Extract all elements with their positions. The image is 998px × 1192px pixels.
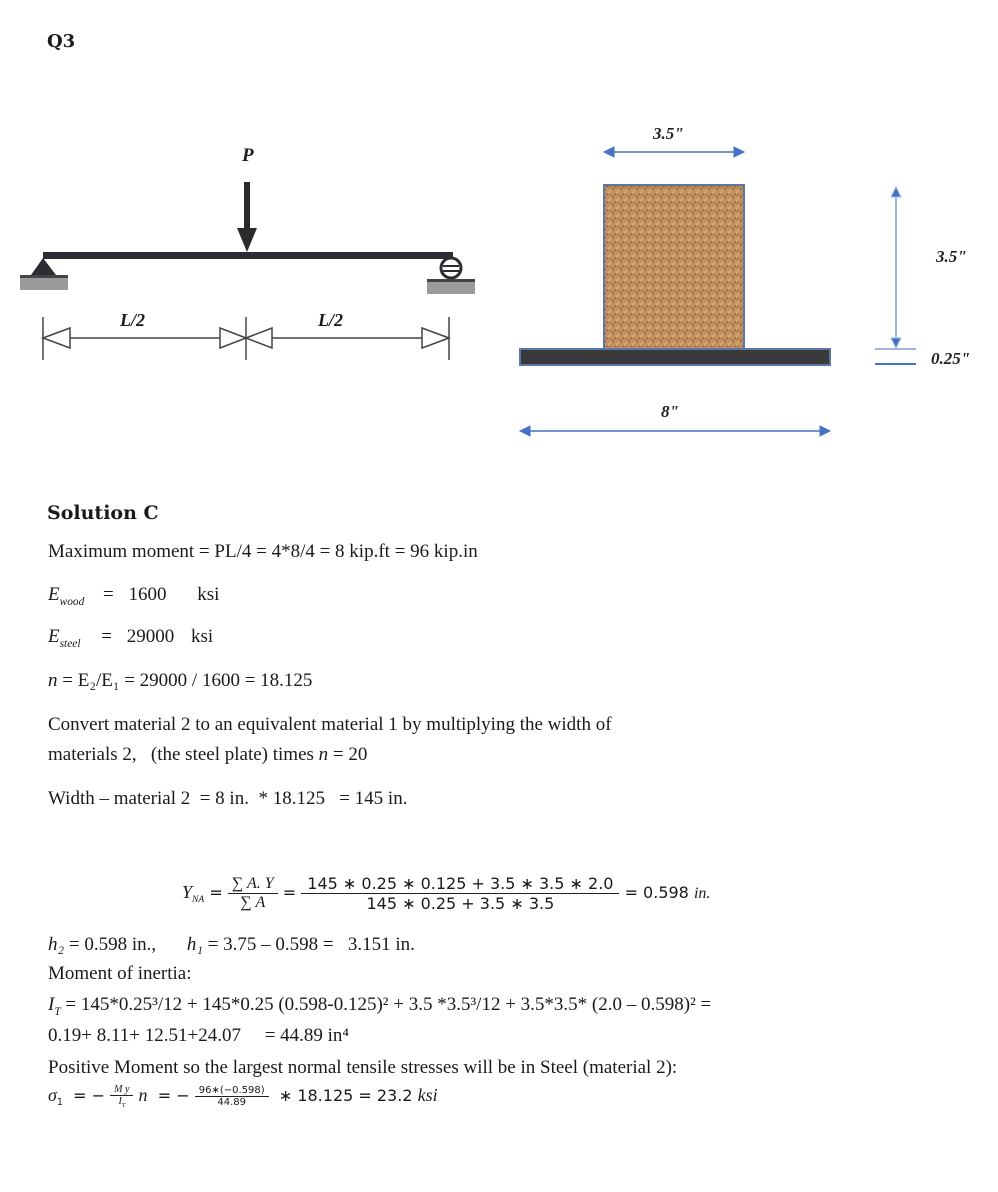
beam-diagram [0, 130, 500, 370]
top-width-dimension [604, 147, 744, 157]
neutral-axis-equation: $Y_{NA}$ = $\frac{\sum A. Y}{\sum A}$ = $\frac{145 ∗ 0.25 ∗ 0.125 + 3.5 ∗ 3.5 ∗ 2.0}{145 ∗ 0.25 + 3.5 ∗ 3.5}$ = 0.598 in. [182, 874, 711, 913]
question-title: Q3 [47, 31, 76, 52]
load-arrow-icon [237, 182, 257, 252]
stress-equation: $\sigma_1$ = − $\frac{\text{M y}}{I_T}$ n = − $\frac{96∗(-0.598)}{44.89}$ ∗ 18.125 = 23.2 ksi [48, 1084, 438, 1109]
top-width-label: 3.5" [653, 124, 684, 143]
beam-drawing [0, 130, 500, 370]
plate-width-label: 8" [661, 402, 679, 421]
load-label: P [242, 145, 254, 166]
pin-support-icon [20, 258, 68, 290]
roller-support-icon [427, 258, 475, 294]
thickness-dimension [875, 349, 916, 364]
moi-line-2: 0.19+ 8.11+ 12.51+24.07 = 44.89 in⁴ [48, 1025, 350, 1046]
cross-section-diagram [500, 100, 998, 450]
positive-moment-line: Positive Moment so the largest normal tensile stresses will be in Steel (material 2): [48, 1057, 678, 1078]
height-label: 3.5" [936, 247, 967, 266]
span-label-left: L/2 [120, 310, 145, 330]
wood-block [604, 185, 744, 349]
width-line: Width – material 2 = 8 in. * 18.125 = 145 in. [48, 788, 408, 809]
convert-line-2: materials 2, (the steel plate) times n = 20 [48, 744, 368, 765]
e-steel-line: $E_{steel} = 29000$ ksi [48, 626, 214, 650]
modular-ratio-line: n = E₂/E₁ = 29000 / 1600 = 18.125 [48, 670, 313, 691]
convert-line-1: Convert material 2 to an equivalent material 1 by multiplying the width of [48, 714, 612, 735]
steel-plate [520, 349, 830, 365]
span-label-right: L/2 [318, 310, 343, 330]
height-dimension [891, 187, 901, 348]
moi-heading: Moment of inertia: [48, 963, 192, 984]
h-values-line: h₂ = 0.598 in., h₁ = 3.75 – 0.598 = 3.151 in. [48, 934, 415, 955]
max-moment-line: Maximum moment = PL/4 = 4*8/4 = 8 kip.ft = 96 kip.in [48, 541, 478, 562]
span-dimension-lines [43, 317, 449, 360]
solution-heading: Solution C [47, 502, 159, 524]
beam [43, 252, 453, 259]
e-wood-line: $E_{wood} = 1600$ ksi [48, 584, 220, 608]
moi-line-1: $I_T = 145*0.25^3/12 + 145*0.25$ (0.598-0.125)² + 3.5 *3.5³/12 + 3.5*3.5* (2.0 – 0.598)² = [48, 994, 712, 1018]
bottom-width-dimension [520, 426, 830, 436]
plate-thickness-label: 0.25" [931, 349, 971, 368]
